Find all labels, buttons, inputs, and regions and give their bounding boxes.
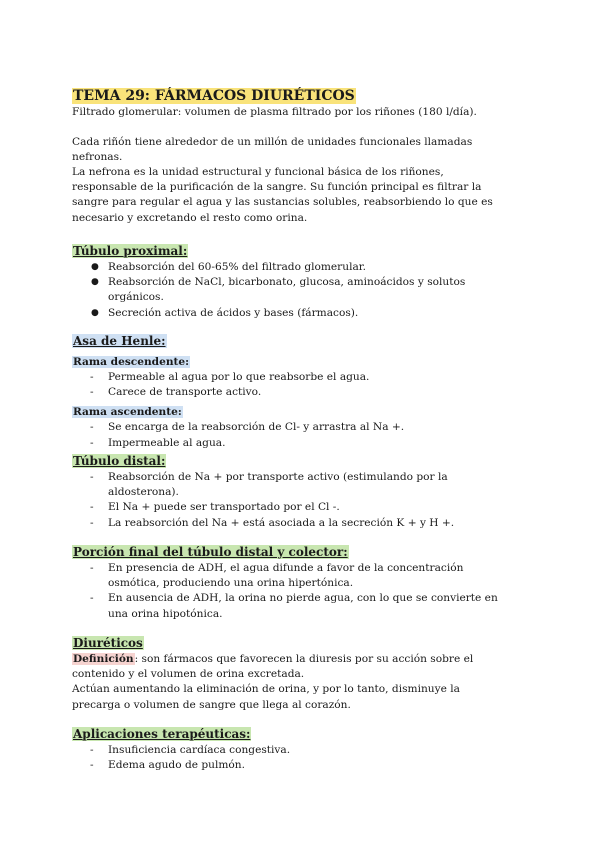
dash-marker: - [90,744,94,756]
section-tubulo-proximal [72,240,532,321]
section-porcion-final [72,541,532,622]
dash-list [72,561,532,622]
list-item: - Insuficiencia cardíaca congestiva. [72,743,532,758]
list-item: - Carece de transporte activo. [72,385,532,400]
text-line: sangre para regular el agua y las sustancias solubles, reabsorbiendo lo que es [72,196,493,209]
list-item: - En ausencia de ADH, la orina no pierde agua, con lo que se convierte en una orina hipotónica. [90,592,498,620]
list-item: - Impermeable al agua. [72,436,532,451]
bullet-list [72,260,532,321]
section-heading: Aplicaciones terapéuticas: [73,727,251,741]
list-item: ● Reabsorción de NaCl, bicarbonato, glucosa, aminoácidos y solutos orgánicos. [91,276,466,304]
text-line: La nefrona es la unidad estructural y funcional básica de los riñones, [72,166,444,178]
section-heading: Túbulo distal: [73,454,166,468]
dash-marker: - [90,421,94,434]
list-item: ● Secreción activa de ácidos y bases (fármacos). [72,306,532,321]
bullet-marker: ● [91,277,99,288]
section-diureticos [72,632,532,713]
dash-marker: - [90,386,94,399]
list-item: - La reabsorción del Na + está asociada a la secreción K + y H +. [72,516,532,531]
definicion-paragraph: Definición: son fármacos que favorecen la diuresis por su acción sobre el contenido y el volumen de orina excretada. Actúan aumentando la eliminación de orina, y por lo tanto, disminuye la precarga o volumen de sangre que llega al corazón. [72,653,474,711]
definicion-label: Definición [73,653,134,665]
text-line: necesario y excretando el resto como orina. [72,211,308,224]
section-heading: Asa de Henle: [73,334,166,348]
dash-marker: - [90,516,94,529]
text-line: nefronas. [72,151,123,164]
section-asa-henle [72,330,532,451]
section-heading: Diuréticos [73,636,143,650]
text-line: responsable de la purificación de la sangre. Su función principal es filtrar la [72,181,482,194]
bullet-marker: ● [91,307,99,318]
intro-cada-rinon [72,135,532,165]
dash-marker: - [90,501,94,514]
dash-marker: - [90,371,94,383]
page-title: TEMA 29: FÁRMACOS DIURÉTICOS [73,88,355,104]
dash-marker: - [90,471,94,483]
list-item: - Reabsorción de Na + por transporte activo (estimulando por la aldosterona). [90,471,448,499]
list-item: - Permeable al agua por lo que reabsorbe el agua. [72,370,532,385]
bullet-marker: ● [91,262,99,272]
dash-marker: - [90,592,94,605]
list-item: - En presencia de ADH, el agua difunde a favor de la concentración osmótica, produciendo una orina hipertónica. [90,562,464,590]
list-item: - El Na + puede ser transportado por el Cl -. [72,500,532,515]
list-item: - Edema agudo de pulmón. [72,758,532,773]
text-line: Cada riñón tiene alrededor de un millón de unidades funcionales llamadas [72,136,473,148]
section-tubulo-distal [72,450,532,531]
subheading-rama-ascendente: Rama ascendente: [73,406,182,419]
dash-list [72,420,532,450]
dash-list [72,470,532,531]
dash-marker: - [90,562,94,574]
section-heading: Túbulo proximal: [73,244,188,258]
intro-filtrado: Filtrado glomerular: volumen de plasma filtrado por los riñones (180 l/día). [72,106,477,118]
intro-nefrona [72,165,532,226]
dash-list [72,743,532,773]
list-item: ● Reabsorción del 60-65% del filtrado glomerular. [72,260,532,275]
list-item: - Se encarga de la reabsorción de Cl- y arrastra al Na +. [72,420,532,435]
dash-list [72,370,532,400]
section-aplicaciones [72,723,532,773]
subheading-rama-descendente: Rama descendente: [73,356,190,368]
dash-marker: - [90,759,94,772]
dash-marker: - [90,436,94,449]
section-heading: Porción final del túbulo distal y colector: [73,545,348,559]
